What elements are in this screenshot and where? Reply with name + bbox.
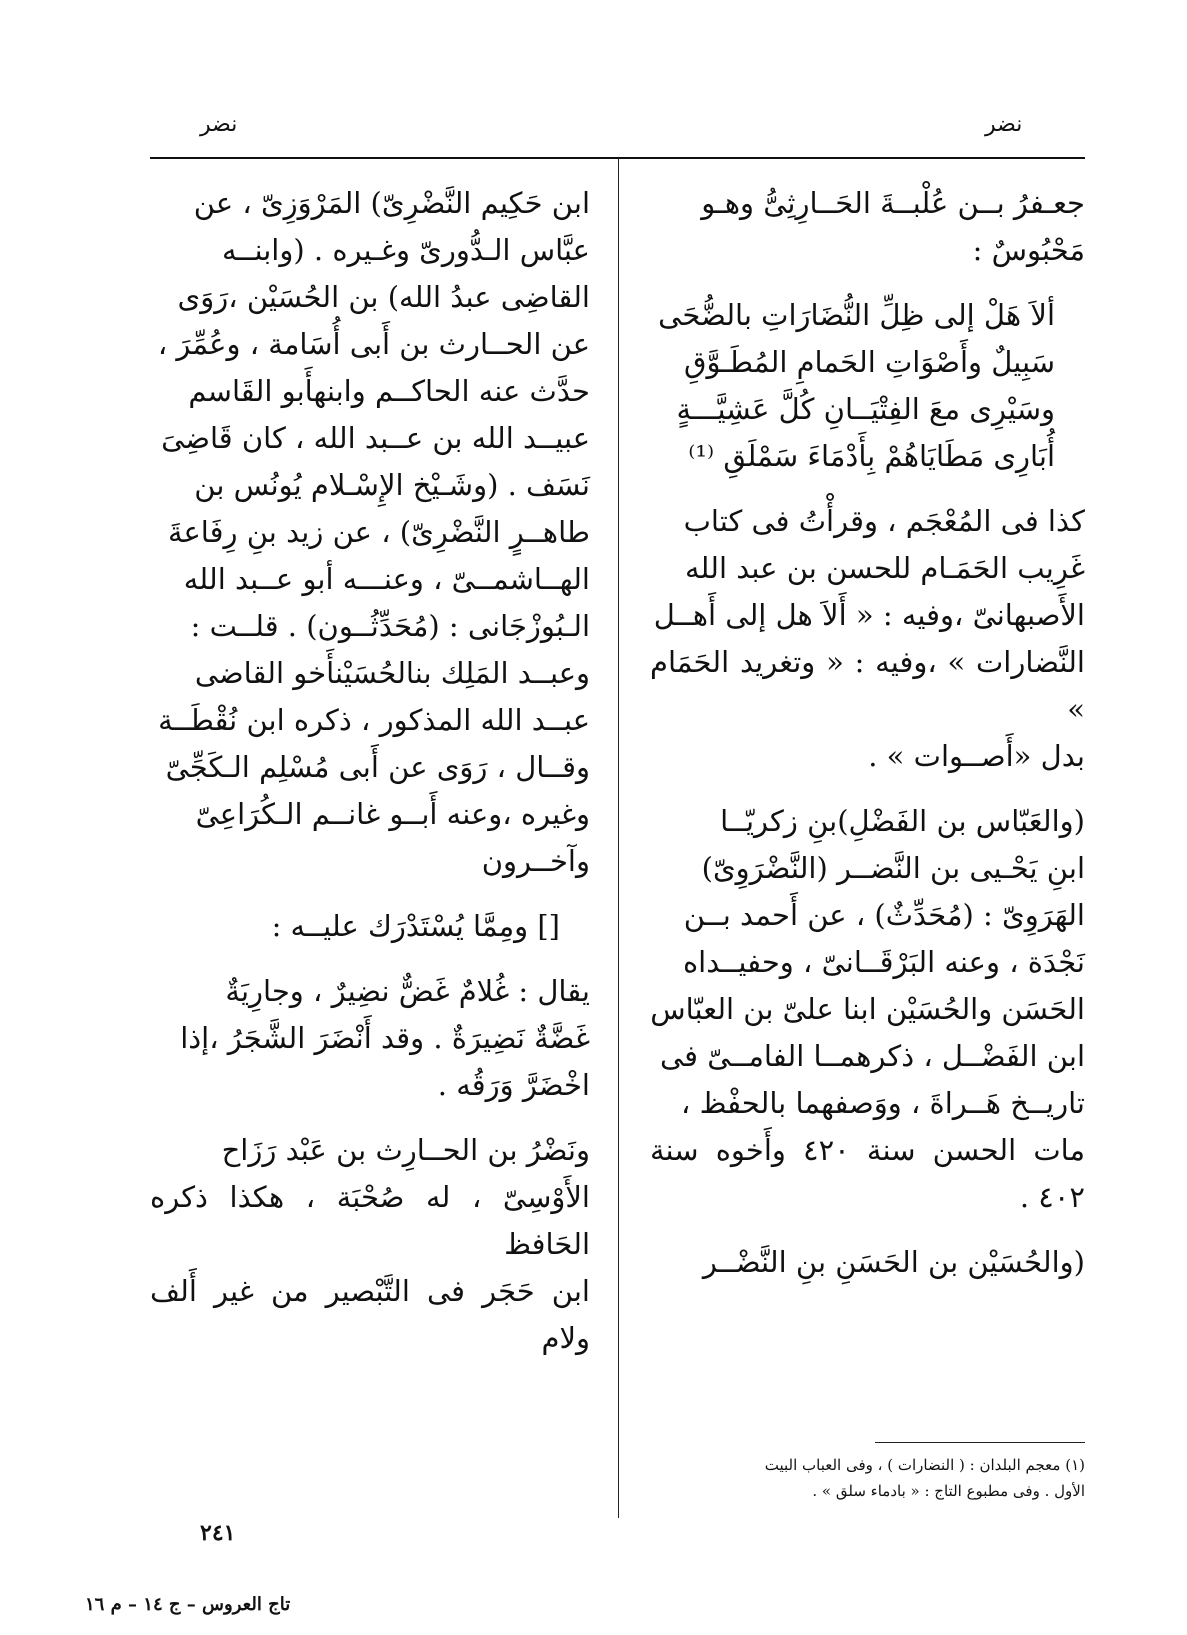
footnote-line: الأول . وفى مطبوع التاج : « بادماء سلق » .: [812, 1482, 1085, 1500]
spacer: [650, 780, 1085, 798]
verse-line: وسَيْرِى معَ الفِتْيَــانِ كُلَّ عَشِيَّـــةٍ: [676, 392, 1055, 426]
text-line: وقــال ، رَوَى عن أَبى مُسْلِم الـكَجِّىّ: [165, 750, 590, 784]
text-line: وعبــد المَلِك بنالحُسَيْنأَخو القاضى: [194, 656, 590, 690]
text-line: الهَرَوِىّ : (مُحَدِّثٌ) ، عن أَحمد بــن: [683, 898, 1085, 932]
text-line: بدل «أَصــوات » .: [868, 739, 1085, 773]
spacer: [650, 1221, 1085, 1239]
text-line: الـبُوزْجَانى : (مُحَدِّثُــون) . قلــت :: [190, 609, 590, 643]
text-line: كذا فى المُعْجَم ، وقرأْتُ فى كتاب: [683, 504, 1085, 538]
text-line: مات الحسن سنة ٤٢٠ وأَخوه سنة ٤٠٢ .: [650, 1133, 1085, 1214]
text-line: وآخــرون: [481, 844, 590, 878]
paragraph: [150, 968, 590, 1109]
text-line: مَحْبُوسٌ :: [972, 233, 1085, 267]
text-line: (والعَبّاس بن الفَضْلِ)بنِ زكريّــا: [720, 804, 1085, 838]
text-line: عبــد الله المذكور ، ذكره ابن نُقْطَــة: [158, 703, 590, 737]
text-line: عبَّاس الـدُّورىّ وغـيره . (وابنــه: [221, 233, 590, 267]
left-column: [150, 180, 590, 1362]
verse-line: ألاَ هَلْ إلى ظِلِّ النُّضَارَاتِ بالضُّحَى: [658, 298, 1055, 332]
text-line: ونَضْرُ بن الحــارِث بن عَبْد رَزَاح: [221, 1133, 590, 1167]
text-line: الأَوْسِىّ ، له صُحْبَة ، هكذا ذكره الحَافظ: [150, 1180, 590, 1261]
text-line: ابن حَكِيم النَّضْرِىّ) المَرْوَزِىّ ، عن: [193, 186, 590, 220]
text-line: [] ومِمَّا يُسْتَدْرَك عليــه :: [271, 909, 560, 943]
footnote: [655, 1452, 1085, 1504]
column-divider: [618, 158, 619, 1518]
text-line: غَرِيب الحَمَـام للحسن بن عبد الله: [684, 551, 1085, 585]
text-line: نَجْدَة ، وعنه البَرْقَــانىّ ، وحفيــداه: [682, 945, 1085, 979]
spacer: [150, 885, 590, 903]
verse-line: أُبَارِى مَطَايَاهُمْ بِأَدْمَاءَ سَمْلَقِ ⁽¹⁾: [688, 439, 1055, 473]
text-line: الهــاشمــىّ ، وعنـــه أبو عــبد الله: [183, 562, 590, 596]
paragraph: [150, 180, 590, 885]
text-line: عن الحــارث بن أَبى أُسَامة ، وعُمِّرَ ،: [157, 327, 590, 361]
verse-line: سَبِيلٌ وأَصْوَاتِ الحَمامِ المُطَـوَّقِ: [683, 345, 1055, 379]
spacer: [150, 1109, 590, 1127]
text-line: النَّضارات » ،وفيه : « وتغريد الحَمَام »: [650, 645, 1085, 726]
text-line: يقال : غُلامٌ غَضٌّ نضِيرٌ ، وجارِيَةٌ: [225, 974, 590, 1008]
text-line: ابن الفَضْــل ، ذكرهمــا الفامــىّ فى: [659, 1039, 1085, 1073]
text-line: حدَّث عنه الحاكــم وابنهأَبو القَاسم: [188, 374, 590, 408]
signature-line: تاج العروس – ج ١٤ – م ١٦: [85, 1594, 291, 1615]
footnote-line: (١) معجم البلدان : ( النضارات ) ، وفى العباب البيت: [764, 1456, 1085, 1474]
header-word-right: نضر: [985, 112, 1023, 137]
poem-verse: [650, 292, 1085, 480]
text-line: تاريــخ هَــراةَ ، ووَصفهما بالحفْظ ،: [681, 1086, 1085, 1120]
text-line: جعـفرُ بــن عُلْبــةَ الحَــارِثِىُّ وهـو: [701, 186, 1085, 220]
text-line: طاهــرٍ النَّضْرِىّ) ، عن زيد بنِ رِفَاعةَ: [167, 515, 590, 549]
text-line: الحَسَن والحُسَيْن ابنا علىّ بن العبّاس: [650, 992, 1085, 1026]
paragraph: [650, 498, 1085, 780]
section-heading: [150, 903, 590, 950]
page-number: ٢٤١: [200, 1520, 236, 1546]
text-line: غَضَّةٌ نَضِيرَةٌ . وقد أَنْضَرَ الشَّجَرُ ،إذا: [180, 1021, 590, 1055]
text-line: ابن حَجَر فى التَّبْصير من غير أَلف ولام: [150, 1274, 590, 1355]
paragraph: [650, 1239, 1085, 1286]
text-line: (والحُسَيْن بن الحَسَنِ بنِ النَّضْــر: [702, 1245, 1085, 1279]
paragraph: [150, 1127, 590, 1362]
header-word-left: نضر: [200, 112, 238, 137]
footnote-rule: [875, 1442, 1085, 1443]
spacer: [150, 950, 590, 968]
text-line: اخْضَرَّ وَرَقُه .: [437, 1068, 590, 1102]
spacer: [650, 274, 1085, 292]
text-line: نَسَف . (وشَـيْخ الإِسْـلام يُونُس بن: [194, 468, 590, 502]
text-line: القاضِى عبدُ الله) بن الحُسَيْن ،رَوَى: [177, 280, 590, 314]
text-line: عبيــد الله بن عــبد الله ، كان قَاضِىَ: [161, 421, 590, 455]
right-column: [650, 180, 1085, 1286]
paragraph: [650, 180, 1085, 274]
text-line: الأَصبهانىّ ،وفيه : « أَلاَ هل إلى أَهــل: [653, 598, 1085, 632]
spacer: [650, 480, 1085, 498]
paragraph: [650, 798, 1085, 1221]
text-line: وغيره ،وعنه أَبــو غانــم الـكُرَاعِىّ: [195, 797, 590, 831]
text-line: ابنِ يَحْـيى بن النَّضــر (النَّضْرَوِىّ): [701, 851, 1085, 885]
